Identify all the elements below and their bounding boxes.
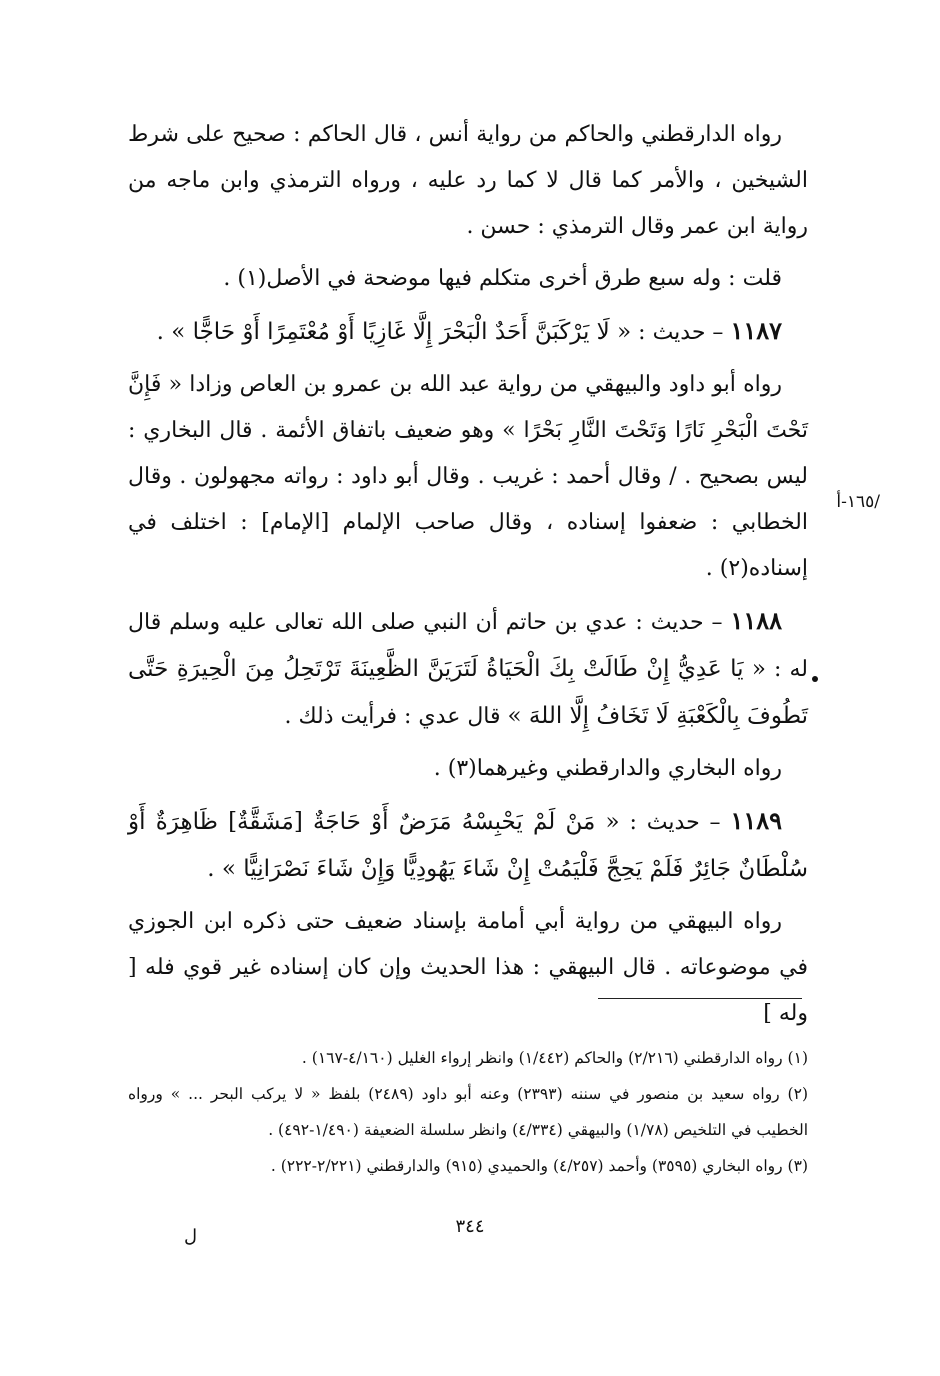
footnote-2: (٢) رواه سعيد بن منصور في سننه (٢٣٩٣) وعنه أبو داود (٢٤٨٩) بلفظ « لا يركب البحر ... » ورواه الخطيب في التلخيص (١/٧٨) والبيهقي (٤/٣٣٤) وانظر سلسلة الضعيفة (١/٤٩٠-٤٩٢) . xyxy=(128,1085,808,1139)
footnotes xyxy=(128,1040,808,1184)
hadith-number: ١١٨٧ xyxy=(730,316,782,345)
hadith-lead: – حديث : عدي بن حاتم أن النبي صلى الله تعالى عليه وسلم قال له : xyxy=(128,610,808,682)
hadith-quote: « لَا يَرْكَبَنَّ أَحَدٌ الْبَحْرَ إِلَّا غَازِيًا أَوْ مُعْتَمِرًا أَوْ حَاجًّا » . xyxy=(156,319,632,345)
paragraph-note-1: قلت : وله سبع طرق أخرى متكلم فيها موضحة في الأصل(١) . xyxy=(223,266,782,291)
hadith-tail: قال عدي : فرأيت ذلك . xyxy=(284,704,508,729)
hadith-quote: « مَنْ لَمْ يَحْبِسْهُ مَرَضٌ أَوْ حَاجَةٌ [مَشَقَّةٌ] ظَاهِرَةٌ أَوْ سُلْطَانٌ جَائِرٌ فَلَمْ يَحِجَّ فَلْيَمُتْ إِنْ شَاءَ يَهُودِيًّا وَإِنْ شَاءَ نَصْرَانِيًّا » . xyxy=(128,809,808,882)
paragraph-narration-4: رواه البيهقي من رواية أبي أمامة بإسناد ضعيف حتى ذكره ابن الجوزي في موضوعاته . قال البيهقي : هذا الحديث وإن كان إسناده غير قوي فله [ وله ] xyxy=(128,909,808,1026)
paragraph-narration-2: رواه أبو داود والبيهقي من رواية عبد الله بن عمرو بن العاص وزادا « فَإِنَّ تَحْتَ الْبَحْرِ نَارًا وَتَحْتَ النَّارِ بَحْرًا » وهو ضعيف باتفاق الأئمة . قال البخاري : ليس بصحيح . / وقال أحمد : غريب . وقال أبو داود : رواته مجهولون . وقال الخطابي : ضعفوا إسناده ، وقال صاحب الإلمام [الإمام] : اختلف في إسناده(٢) . xyxy=(128,372,808,581)
footnote-divider xyxy=(598,998,802,999)
hadith-lead: – حديث : xyxy=(631,320,731,345)
corner-mark: ل xyxy=(184,1226,198,1247)
page-number: ٣٤٤ xyxy=(455,1216,485,1237)
hadith-quote: « يَا عَدِيُّ إِنْ طَالَتْ بِكَ الْحَيَاةُ لَتَرَيَنَّ الظَّعِينَةَ تَرْتَحِلُ مِنَ الْحِيرَةِ حَتَّى تَطُوفَ بِالْكَعْبَةِ لَا تَخَافُ إِلَّا اللهَ » xyxy=(128,656,808,729)
hadith-lead: – حديث : xyxy=(619,810,731,835)
paragraph-narration-3: رواه البخاري والدارقطني وغيرهما(٣) . xyxy=(433,756,782,781)
main-text xyxy=(128,112,808,1043)
hadith-1187 xyxy=(128,308,808,356)
footnote-1: (١) رواه الدارقطني (٢/٢١٦) والحاكم (١/٤٤٢) وانظر إرواء الغليل (٤/١٦٠-١٦٧) . xyxy=(301,1049,808,1067)
hadith-number: ١١٨٩ xyxy=(730,806,782,835)
margin-dot-mark xyxy=(812,676,818,682)
paragraph-narration-1: رواه الدارقطني والحاكم من رواية أنس ، قال الحاكم : صحيح على شرط الشيخين ، والأمر كما قال لا كما رد عليه ، ورواه الترمذي وابن ماجه من رواية ابن عمر وقال الترمذي : حسن . xyxy=(128,122,808,239)
hadith-1188 xyxy=(128,598,808,740)
hadith-1189 xyxy=(128,798,808,893)
hadith-number: ١١٨٨ xyxy=(730,606,782,635)
manuscript-folio-marker: /١٦٥-أ xyxy=(836,492,880,512)
footnote-3: (٣) رواه البخاري (٣٥٩٥) وأحمد (٤/٢٥٧) والحميدي (٩١٥) والدارقطني (٢/٢٢١-٢٢٢) . xyxy=(270,1157,808,1175)
